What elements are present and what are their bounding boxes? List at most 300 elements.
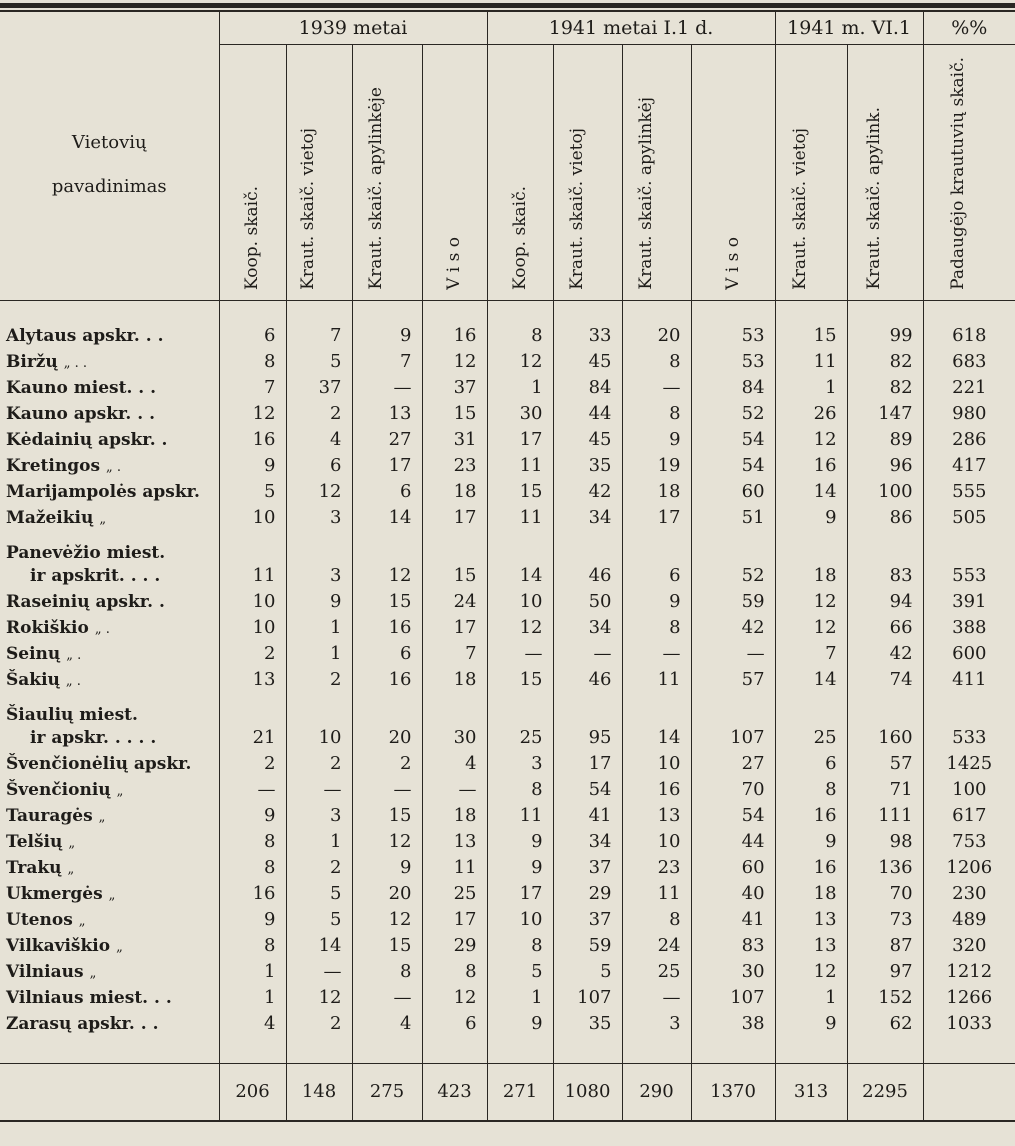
cell-viso-1941a: 51 <box>691 505 775 531</box>
cell-viso-1941a: 107 <box>691 725 775 751</box>
cell-kraut-vietoj-1941a: 33 <box>553 323 622 349</box>
cell-kraut-apylinkej-1941a: 8 <box>622 401 691 427</box>
cell-kraut-vietoj-1941a <box>553 531 622 563</box>
cell-padaugejo: 100 <box>923 777 1015 803</box>
row-name: Šiaulių miest. <box>6 704 138 725</box>
row-name: Rokiškio <box>6 617 89 638</box>
cell-padaugejo: 1206 <box>923 855 1015 881</box>
cell-kraut-apylinkej-1941a: 10 <box>622 751 691 777</box>
row-name: Marijampolės apskr. <box>6 481 200 502</box>
cell-kraut-apylinkej-1941a: 11 <box>622 881 691 907</box>
cell-viso-1939: 12 <box>422 985 487 1011</box>
row-name: Vilniaus <box>6 961 84 982</box>
cell-viso-1941a: 53 <box>691 323 775 349</box>
cell-viso-1939: 18 <box>422 479 487 505</box>
cell-kraut-apylink-1941b <box>847 531 923 563</box>
row-name-cell <box>0 453 219 479</box>
ditto-mark: „ <box>98 809 106 825</box>
col-kraut-vietoj-1941b <box>775 45 847 300</box>
cell-kraut-vietoj-1939: 10 <box>286 725 352 751</box>
col-kraut-apylinkej-1941a <box>622 45 691 300</box>
cell-padaugejo: 221 <box>923 375 1015 401</box>
col-koop-1939-label: Koop. skaič. <box>242 185 262 290</box>
cell-kraut-apylinkej-1941a: 20 <box>622 323 691 349</box>
cell-kraut-vietoj-1939: — <box>286 959 352 985</box>
cell-kraut-apylinkej-1941a: 8 <box>622 907 691 933</box>
table-row <box>0 563 1015 589</box>
ditto-mark: „ <box>68 835 76 851</box>
cell-koop-1941a: 9 <box>487 855 553 881</box>
ditto-mark: „ <box>99 511 107 527</box>
cell-kraut-vietoj-1941a: 34 <box>553 615 622 641</box>
cell-kraut-apylinkeje-1939 <box>352 693 422 725</box>
cell-kraut-vietoj-1941b: 9 <box>775 829 847 855</box>
cell-kraut-apylinkeje-1939: 13 <box>352 401 422 427</box>
total-kraut-apylinkeje-1939: 275 <box>352 1063 422 1121</box>
table-row <box>0 453 1015 479</box>
row-name: Kretingos <box>6 455 101 476</box>
cell-koop-1939: 16 <box>219 427 286 453</box>
cell-koop-1941a: 15 <box>487 667 553 693</box>
cell-kraut-vietoj-1941a <box>553 693 622 725</box>
table-row <box>0 829 1015 855</box>
row-name: ir apskr. . . . . <box>30 727 157 748</box>
cell-kraut-vietoj-1939 <box>286 693 352 725</box>
cell-viso-1939: 12 <box>422 349 487 375</box>
cell-kraut-vietoj-1941a: 95 <box>553 725 622 751</box>
cell-padaugejo: 980 <box>923 401 1015 427</box>
cell-padaugejo <box>923 531 1015 563</box>
cell-padaugejo: 683 <box>923 349 1015 375</box>
cell-koop-1939: 6 <box>219 323 286 349</box>
col-kraut-vietoj-1939 <box>286 45 352 300</box>
cell-padaugejo: 618 <box>923 323 1015 349</box>
cell-kraut-apylink-1941b: 82 <box>847 375 923 401</box>
cell-koop-1939: 10 <box>219 505 286 531</box>
cell-kraut-vietoj-1939: 3 <box>286 505 352 531</box>
total-viso-1939: 423 <box>422 1063 487 1121</box>
row-name: Kauno apskr. . . <box>6 403 156 424</box>
row-name: Ukmergės <box>6 883 103 904</box>
table-row <box>0 323 1015 349</box>
table-row <box>0 855 1015 881</box>
cell-kraut-vietoj-1939: 12 <box>286 985 352 1011</box>
cell-viso-1941a: 59 <box>691 589 775 615</box>
table-row <box>0 349 1015 375</box>
cell-padaugejo: 533 <box>923 725 1015 751</box>
cell-koop-1941a: 8 <box>487 777 553 803</box>
row-name: Alytaus apskr. . . <box>6 325 164 346</box>
cell-kraut-vietoj-1941a: — <box>553 641 622 667</box>
cell-kraut-apylink-1941b: 97 <box>847 959 923 985</box>
ditto-mark: „ <box>108 887 116 903</box>
cell-viso-1941a: 38 <box>691 1011 775 1037</box>
cell-koop-1941a: 17 <box>487 427 553 453</box>
cell-koop-1941a: 1 <box>487 375 553 401</box>
row-name-cell <box>0 505 219 531</box>
cell-kraut-apylink-1941b: 83 <box>847 563 923 589</box>
cell-viso-1941a: 27 <box>691 751 775 777</box>
row-name: ir apskrit. . . . <box>30 565 161 586</box>
row-name: Tauragės <box>6 805 93 826</box>
cell-koop-1939: 8 <box>219 855 286 881</box>
cell-kraut-apylinkej-1941a: 3 <box>622 1011 691 1037</box>
cell-viso-1939: 7 <box>422 641 487 667</box>
row-name-cell <box>0 349 219 375</box>
table-row <box>0 907 1015 933</box>
cell-koop-1939: 12 <box>219 401 286 427</box>
bottom-spacer-row <box>0 1037 1015 1064</box>
cell-kraut-apylinkeje-1939: — <box>352 777 422 803</box>
cell-kraut-apylink-1941b: 98 <box>847 829 923 855</box>
top-spacer-row <box>0 300 1015 323</box>
cell-viso-1941a: 52 <box>691 563 775 589</box>
row-name: Švenčionių <box>6 779 111 800</box>
cell-viso-1941a: 83 <box>691 933 775 959</box>
cell-kraut-vietoj-1941a: 35 <box>553 453 622 479</box>
cell-viso-1939: 31 <box>422 427 487 453</box>
cell-kraut-apylinkej-1941a <box>622 531 691 563</box>
col-koop-1941a-label: Koop. skaič. <box>509 185 530 290</box>
totals-label-cell <box>0 1063 219 1121</box>
cell-koop-1939: 13 <box>219 667 286 693</box>
table-row <box>0 959 1015 985</box>
cell-koop-1939: 11 <box>219 563 286 589</box>
row-name: Švenčionėlių apskr. <box>6 753 192 774</box>
row-name-cell <box>0 985 219 1011</box>
cell-kraut-vietoj-1941b: 13 <box>775 907 847 933</box>
cell-padaugejo: 320 <box>923 933 1015 959</box>
percent-group-header: %% <box>923 12 1015 45</box>
cell-koop-1941a: 17 <box>487 881 553 907</box>
cell-kraut-apylinkeje-1939: 27 <box>352 427 422 453</box>
cell-koop-1941a: 10 <box>487 907 553 933</box>
row-name-cell <box>0 881 219 907</box>
cell-kraut-vietoj-1941a: 35 <box>553 1011 622 1037</box>
table-row <box>0 531 1015 563</box>
cell-kraut-vietoj-1941a: 59 <box>553 933 622 959</box>
row-name-cell <box>0 907 219 933</box>
cell-koop-1941a: 3 <box>487 751 553 777</box>
cell-kraut-apylinkeje-1939: — <box>352 985 422 1011</box>
row-name-cell <box>0 933 219 959</box>
total-kraut-vietoj-1941b: 313 <box>775 1063 847 1121</box>
cell-kraut-apylink-1941b: 136 <box>847 855 923 881</box>
cell-padaugejo: 388 <box>923 615 1015 641</box>
table-row <box>0 479 1015 505</box>
table-row <box>0 401 1015 427</box>
cell-koop-1939: 1 <box>219 959 286 985</box>
cell-viso-1941a: 57 <box>691 667 775 693</box>
cell-viso-1939: 37 <box>422 375 487 401</box>
cell-kraut-vietoj-1941a: 46 <box>553 563 622 589</box>
cell-kraut-vietoj-1941b: 1 <box>775 985 847 1011</box>
cell-kraut-apylink-1941b: 152 <box>847 985 923 1011</box>
cell-kraut-vietoj-1941a: 34 <box>553 829 622 855</box>
cell-padaugejo <box>923 693 1015 725</box>
col-padaugejo-label: Padaugėjo krautuvių skaič. <box>948 57 969 290</box>
col-kraut-apylinkeje-1939-label: Kraut. skaič. apylinkėje <box>366 87 386 290</box>
cell-kraut-vietoj-1941b: 12 <box>775 615 847 641</box>
cell-kraut-apylink-1941b: 147 <box>847 401 923 427</box>
table-row <box>0 751 1015 777</box>
cell-viso-1939: 18 <box>422 803 487 829</box>
cell-padaugejo: 600 <box>923 641 1015 667</box>
cell-koop-1939: 2 <box>219 641 286 667</box>
total-kraut-vietoj-1939: 148 <box>286 1063 352 1121</box>
cell-kraut-vietoj-1941b <box>775 693 847 725</box>
cell-kraut-vietoj-1939: 37 <box>286 375 352 401</box>
cell-kraut-apylink-1941b: 66 <box>847 615 923 641</box>
cell-kraut-vietoj-1941a: 46 <box>553 667 622 693</box>
cell-kraut-vietoj-1941a: 50 <box>553 589 622 615</box>
cell-viso-1941a: 54 <box>691 803 775 829</box>
cell-padaugejo: 411 <box>923 667 1015 693</box>
row-name-cell <box>0 693 219 725</box>
cell-koop-1941a: 14 <box>487 563 553 589</box>
col-koop-1941a <box>487 45 553 300</box>
cell-kraut-apylink-1941b: 89 <box>847 427 923 453</box>
cell-kraut-apylinkeje-1939: 6 <box>352 641 422 667</box>
cell-kraut-vietoj-1939: 7 <box>286 323 352 349</box>
cell-viso-1939: 30 <box>422 725 487 751</box>
col-padaugejo <box>923 45 1015 300</box>
cell-kraut-vietoj-1941b: 12 <box>775 427 847 453</box>
cell-koop-1941a: 5 <box>487 959 553 985</box>
row-name: Mažeikių <box>6 507 94 528</box>
cell-kraut-apylinkej-1941a <box>622 693 691 725</box>
cell-viso-1939: 17 <box>422 907 487 933</box>
cell-kraut-apylinkeje-1939: 16 <box>352 615 422 641</box>
cell-viso-1941a: 54 <box>691 453 775 479</box>
name-column-header <box>0 12 219 300</box>
cell-viso-1939: 15 <box>422 401 487 427</box>
row-name-cell <box>0 959 219 985</box>
cell-kraut-apylinkeje-1939: 14 <box>352 505 422 531</box>
row-name-cell <box>0 479 219 505</box>
table-row <box>0 803 1015 829</box>
cell-viso-1941a: 84 <box>691 375 775 401</box>
cell-kraut-vietoj-1939: 2 <box>286 667 352 693</box>
cell-viso-1941a: 53 <box>691 349 775 375</box>
name-header-line2: pavadinimas <box>51 175 167 197</box>
table-row <box>0 641 1015 667</box>
row-name-cell <box>0 401 219 427</box>
cell-koop-1941a: 15 <box>487 479 553 505</box>
table-row <box>0 615 1015 641</box>
ditto-mark: „ <box>89 965 97 981</box>
cell-koop-1941a: 12 <box>487 349 553 375</box>
col-viso-1941a-label: V i s o <box>722 236 743 290</box>
cell-padaugejo: 489 <box>923 907 1015 933</box>
row-name: Vilkaviškio <box>6 935 111 956</box>
ditto-mark: „ <box>116 939 123 955</box>
cell-viso-1939 <box>422 693 487 725</box>
cell-kraut-apylink-1941b: 57 <box>847 751 923 777</box>
row-name: Vilniaus miest. . . <box>6 987 172 1008</box>
cell-padaugejo: 1212 <box>923 959 1015 985</box>
cell-viso-1941a <box>691 531 775 563</box>
cell-kraut-apylinkeje-1939: 15 <box>352 933 422 959</box>
cell-kraut-apylinkeje-1939 <box>352 531 422 563</box>
cell-koop-1941a: 11 <box>487 803 553 829</box>
cell-koop-1941a: 9 <box>487 829 553 855</box>
cell-viso-1941a: 107 <box>691 985 775 1011</box>
cell-kraut-apylinkeje-1939: 20 <box>352 881 422 907</box>
cell-padaugejo: 230 <box>923 881 1015 907</box>
cell-koop-1939: 21 <box>219 725 286 751</box>
cell-kraut-vietoj-1941b: 13 <box>775 933 847 959</box>
cell-viso-1939: — <box>422 777 487 803</box>
cell-kraut-vietoj-1941b: 18 <box>775 563 847 589</box>
row-name: Zarasų apskr. . . <box>6 1013 159 1034</box>
col-kraut-vietoj-1941a-label: Kraut. skaič. vietoj <box>566 127 587 290</box>
cell-kraut-apylinkej-1941a: 19 <box>622 453 691 479</box>
cell-viso-1939: 6 <box>422 1011 487 1037</box>
cell-kraut-apylink-1941b: 87 <box>847 933 923 959</box>
cell-kraut-apylinkeje-1939: 15 <box>352 803 422 829</box>
cell-kraut-apylink-1941b: 99 <box>847 323 923 349</box>
table-row <box>0 1011 1015 1037</box>
cell-kraut-apylink-1941b: 71 <box>847 777 923 803</box>
cell-kraut-apylinkeje-1939: 9 <box>352 855 422 881</box>
cell-kraut-vietoj-1941b: 26 <box>775 401 847 427</box>
cell-kraut-vietoj-1941b: 7 <box>775 641 847 667</box>
cell-koop-1939: 8 <box>219 349 286 375</box>
cell-kraut-vietoj-1941a: 34 <box>553 505 622 531</box>
cell-kraut-vietoj-1939: 3 <box>286 803 352 829</box>
cell-kraut-apylinkej-1941a: — <box>622 985 691 1011</box>
cell-koop-1939: 10 <box>219 589 286 615</box>
cell-koop-1939: 10 <box>219 615 286 641</box>
cell-kraut-apylink-1941b <box>847 693 923 725</box>
cell-padaugejo: 553 <box>923 563 1015 589</box>
cell-kraut-apylinkej-1941a: 18 <box>622 479 691 505</box>
total-kraut-vietoj-1941a: 1080 <box>553 1063 622 1121</box>
cell-koop-1941a: — <box>487 641 553 667</box>
total-koop-1941a: 271 <box>487 1063 553 1121</box>
row-name-cell <box>0 427 219 453</box>
cell-kraut-apylinkej-1941a: 16 <box>622 777 691 803</box>
cell-kraut-apylinkej-1941a: 10 <box>622 829 691 855</box>
row-name-cell <box>0 1011 219 1037</box>
cell-viso-1941a <box>691 693 775 725</box>
ditto-mark: „ <box>116 783 124 799</box>
cell-padaugejo: 1033 <box>923 1011 1015 1037</box>
cell-koop-1939: 1 <box>219 985 286 1011</box>
cell-kraut-apylinkeje-1939: — <box>352 375 422 401</box>
cell-padaugejo: 1266 <box>923 985 1015 1011</box>
cell-kraut-vietoj-1941a: 42 <box>553 479 622 505</box>
cell-kraut-vietoj-1939: 14 <box>286 933 352 959</box>
cell-viso-1939: 24 <box>422 589 487 615</box>
table-row <box>0 693 1015 725</box>
cell-viso-1941a: 70 <box>691 777 775 803</box>
cell-kraut-vietoj-1939: 1 <box>286 829 352 855</box>
cell-kraut-apylinkej-1941a: 9 <box>622 589 691 615</box>
cell-kraut-vietoj-1939: 2 <box>286 855 352 881</box>
cell-kraut-vietoj-1939: 5 <box>286 907 352 933</box>
cell-kraut-apylinkej-1941a: 8 <box>622 615 691 641</box>
cell-kraut-apylinkeje-1939: 16 <box>352 667 422 693</box>
row-name: Raseinių apskr. . <box>6 591 165 612</box>
cell-padaugejo: 417 <box>923 453 1015 479</box>
table-row <box>0 427 1015 453</box>
table-row <box>0 667 1015 693</box>
cell-kraut-vietoj-1941b: 8 <box>775 777 847 803</box>
cell-viso-1939: 23 <box>422 453 487 479</box>
row-name-cell <box>0 829 219 855</box>
row-name-cell <box>0 855 219 881</box>
cell-viso-1941a: 44 <box>691 829 775 855</box>
cell-koop-1941a: 12 <box>487 615 553 641</box>
cell-kraut-vietoj-1941b: 1 <box>775 375 847 401</box>
cell-koop-1941a: 8 <box>487 323 553 349</box>
row-name: Šakių <box>6 669 60 690</box>
cell-kraut-vietoj-1941a: 44 <box>553 401 622 427</box>
ditto-mark: „ . <box>106 459 122 475</box>
row-name: Seinų <box>6 643 61 664</box>
ditto-mark: „ . . <box>63 355 88 371</box>
cell-kraut-apylink-1941b: 86 <box>847 505 923 531</box>
cell-kraut-apylink-1941b: 94 <box>847 589 923 615</box>
cell-kraut-apylink-1941b: 62 <box>847 1011 923 1037</box>
col-koop-1939 <box>219 45 286 300</box>
cell-viso-1939: 16 <box>422 323 487 349</box>
cell-kraut-vietoj-1941b: 15 <box>775 323 847 349</box>
cell-viso-1941a: 30 <box>691 959 775 985</box>
cell-kraut-apylinkeje-1939: 9 <box>352 323 422 349</box>
cell-kraut-vietoj-1939: 5 <box>286 349 352 375</box>
row-name-cell <box>0 589 219 615</box>
cell-kraut-apylink-1941b: 111 <box>847 803 923 829</box>
cell-koop-1941a: 25 <box>487 725 553 751</box>
cell-viso-1941a: 52 <box>691 401 775 427</box>
cell-koop-1939 <box>219 531 286 563</box>
cell-viso-1939: 18 <box>422 667 487 693</box>
top-rule <box>0 3 1015 8</box>
col-kraut-apylinkej-1941a-label: Kraut. skaič. apylinkėj <box>635 97 656 290</box>
cell-kraut-vietoj-1939: 5 <box>286 881 352 907</box>
table-row <box>0 777 1015 803</box>
cell-kraut-apylinkeje-1939: 4 <box>352 1011 422 1037</box>
cell-viso-1939: 17 <box>422 615 487 641</box>
col-kraut-apylink-1941b-label: Kraut. skaič. apylink. <box>864 107 885 290</box>
col-viso-1939 <box>422 45 487 300</box>
cell-kraut-vietoj-1939: 2 <box>286 751 352 777</box>
cell-koop-1939: 16 <box>219 881 286 907</box>
cell-kraut-apylinkeje-1939: 12 <box>352 907 422 933</box>
cell-viso-1941a: 41 <box>691 907 775 933</box>
cell-kraut-vietoj-1939: — <box>286 777 352 803</box>
row-name-cell <box>0 667 219 693</box>
cell-kraut-vietoj-1941a: 45 <box>553 427 622 453</box>
cell-viso-1941a: 42 <box>691 615 775 641</box>
cell-koop-1939: 8 <box>219 933 286 959</box>
cell-kraut-apylink-1941b: 73 <box>847 907 923 933</box>
cell-kraut-apylink-1941b: 96 <box>847 453 923 479</box>
cell-kraut-vietoj-1941b: 12 <box>775 959 847 985</box>
cell-kraut-apylinkeje-1939: 15 <box>352 589 422 615</box>
col-viso-1941a <box>691 45 775 300</box>
total-koop-1939: 206 <box>219 1063 286 1121</box>
cell-kraut-vietoj-1941a: 5 <box>553 959 622 985</box>
cell-padaugejo: 555 <box>923 479 1015 505</box>
col-kraut-vietoj-1939-label: Kraut. skaič. vietoj <box>298 127 318 290</box>
ditto-mark: „ . <box>94 621 110 637</box>
cell-koop-1939: 5 <box>219 479 286 505</box>
cell-kraut-apylinkeje-1939: 20 <box>352 725 422 751</box>
